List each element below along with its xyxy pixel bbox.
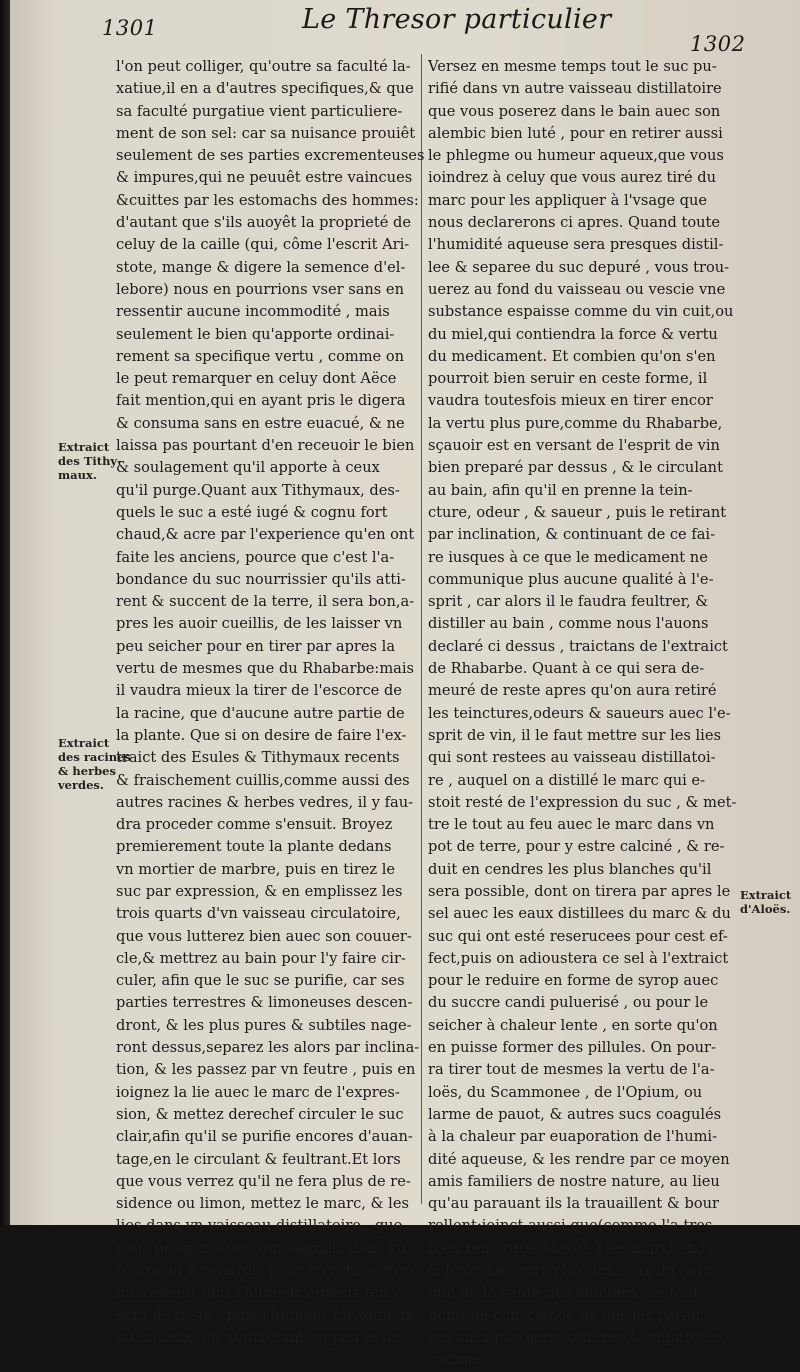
text-line: pourroit bien seruir en ceste forme, il [428,370,708,388]
text-line: cle,& mettrez au bain pour l'y faire cir- [116,949,406,967]
text-line: qui sont restees au vaisseau distillatoi- [428,749,716,767]
text-line: re , auquel on a distillé le marc qui e- [428,771,706,789]
text-line: tion, & les passez par vn feutre , puis en [116,1061,416,1079]
text-line: rifié dans vn autre vaisseau distillatoire [428,80,722,98]
text-line: ioindrez à celuy que vous aurez tiré du [428,169,717,187]
text-line: la plante. Que si on desire de faire l'ex- [116,726,407,744]
margin-note-line: Extraict [740,888,792,902]
text-line: lies dans vn vaisseau distillatoire , que [116,1217,403,1235]
text-line: la racine, que d'aucune autre partie de [116,704,405,722]
text-line: marc pour les appliquer à l'vsage que [428,191,708,209]
text-line: communique plus aucune qualité à l'e- [428,570,714,588]
text-line: que de la santé des hommes, ne font [428,1284,699,1302]
text-line: traict des Esules & Tithymaux recents [116,749,400,767]
text-line: sidence ou limon, mettez le marc, & les [116,1195,409,1213]
text-line: culer, afin que le suc se purifie, car ses [116,972,405,990]
text-line: ront dessus,separez les alors par inclina- [116,1039,420,1057]
text-line: du succre candi puluerisé , ou pour le [428,994,709,1012]
text-line: sel auec les eaux distillees du marc & du [428,905,731,923]
text-line: seulement le bien qu'apporte ordinai- [116,325,395,343]
text-line: d'autant que s'ils auoyêt la proprieté de [116,214,412,232]
text-line: duit en cendres les plus blanches qu'il [428,860,712,878]
text-line: xatiue,il en a d'autres specifiques,& que [116,80,414,98]
text-line: re iusques à ce que le medicament ne [428,548,708,566]
text-line: uerez au fond du vaisseau ou vescie vne [428,280,726,298]
text-line: dra proceder comme s'ensuit. Broyez [116,816,393,834]
text-line: comme [428,1351,482,1369]
text-line: l'on peut colliger, qu'outre sa faculté la- [116,58,411,75]
text-line: stote, mange & digere la semence d'el- [116,258,406,276]
text-line: pour le reduire en forme de syrop auec [428,972,719,990]
text-line: & impures,qui ne peuuêt estre vaincues [116,169,413,187]
text-line: tage,en le circulant & feultrant.Et lors [116,1150,401,1168]
text-line: bien remarqué Mesué ) les marchands [428,1239,714,1257]
text-line: tre le tout au feu auec le marc dans vn [428,816,715,834]
text-line: amis familiers de nostre nature, au lieu [428,1172,720,1190]
text-line: l'humidité aqueuse sera presques distil- [428,236,724,254]
text-line: nous declarerons ci apres. Quand toute [428,214,721,232]
text-line: Versez en mesme temps tout le suc pu- [428,58,717,75]
text-line: qu'au parauant ils la trauaillent & bour [428,1195,719,1213]
margin-note-line: Extraict [58,440,110,454]
text-line: chaud,& acre par l'experience qu'en ont [116,526,415,544]
text-line: la vertu plus pure,comme du Rhabarbe, [428,414,723,432]
text-line: autres racines & herbes vedres, il y fau- [116,793,414,811]
text-line: clair,afin qu'il se purifie encores d'auan- [116,1128,413,1146]
text-line: celuy de la caille (qui, côme l'escrit Ari- [116,236,410,254]
text-line: sion, & mettez derechef circuler le suc [116,1105,404,1123]
text-line: suc par expression, & en emplissez les [116,882,403,900]
text-line: trois quarts d'vn vaisseau circulatoire, [116,905,401,923]
text-line: vn mortier de marbre, puis en tirez le [116,860,396,878]
text-line: pot de terre, pour y estre calciné , & re- [428,838,725,856]
book-page [10,0,800,1369]
text-line: ou huileux, en augmêtant vn peu le feu. [116,1328,410,1346]
text-line: substance espaisse comme du vin cuit,ou [428,303,734,321]
text-line: &cuittes par les estomachs des hommes: [116,191,419,209]
binding-gutter [0,0,10,1225]
text-line: au bain, afin qu'il en prenne la tein- [428,481,693,499]
margin-note-aloes [740,888,791,916]
text-line: rent & succent de la terre, il sera bon,a- [116,593,415,611]
running-title: Le Thresor particulier [302,4,612,35]
text-line: bondance du suc nourrissier qu'ils atti- [116,570,406,588]
text-line: distiller au bain , comme nous l'auons [428,615,709,633]
text-line: ment de son sel: car sa nuisance prouiêt [116,124,416,142]
text-line: sçauoir est en versant de l'esprit de vin [428,437,720,455]
text-line: du medicament. Et combien qu'on s'en [428,347,716,365]
text-line: que vous poserez dans le bain auec son [428,102,721,120]
text-line: bien preparé par dessus , & le circulant [428,459,723,477]
text-line: vous poserez auec son alembic dans vn [116,1239,407,1257]
margin-note-line: & herbes [58,764,116,778]
text-line: suc qui ont esté reserucees pour cest ef- [428,927,728,945]
text-line: à la chaleur par euaporation de l'humi- [428,1128,718,1146]
page-number-left: 1301 [102,16,158,40]
text-line: de Rhabarbe. Quant à ce qui sera de- [428,660,705,678]
margin-note-tithymaux [58,440,122,482]
text-line: loës, du Scammonee , de l'Opium, ou [428,1083,703,1101]
text-line: il vaudra mieux la tirer de l'escorce de [116,682,402,700]
text-line: fect,puis on adioustera ce sel à l'extraict [428,949,729,967]
text-line: declaré ci dessus , traictans de l'extraict [428,637,728,655]
text-line: & leurs facteurs plus desireux du gain, [428,1262,717,1280]
text-line: seicher à chaleur lente , en sorte qu'on [428,1016,718,1034]
text-line: cture, odeur , & saueur , puis le retirant [428,503,727,521]
text-line: sprit de vin, il le faut mettre sur les lies [428,726,721,744]
text-line: rellent:ioinct aussi,que(comme l'a tres- [428,1217,718,1235]
margin-note-line: d'Aloës. [740,902,791,916]
text-line: sprit , car alors il le faudra feultrer, & [428,593,709,611]
page-header [10,0,800,56]
text-column-left [116,56,436,1349]
text-line: lee & separee du suc depuré , vous trou- [428,258,730,276]
text-line: ces sucs plusieurs ordures,& impuretés, [428,1328,727,1346]
text-line: larme de pauot, & autres sucs coagulés [428,1105,722,1123]
text-line: fourneau à cendres, pour en retirer pre- [116,1262,414,1280]
page-number-right: 1302 [690,32,746,56]
text-line: peu seicher pour en tirer par apres la [116,637,396,655]
margin-note-line: maux. [58,468,97,482]
margin-note-line: verdes. [58,778,104,792]
text-line: pres les auoir cueillis, de les laisser vn [116,615,403,633]
text-line: que vous lutterez bien auec son couuer- [116,927,412,945]
text-line: que vous verrez qu'il ne fera plus de re- [116,1172,411,1190]
text-line: quels le suc a esté iugé & cognu fort [116,503,388,521]
text-line: en puisse former des pillules. On pour- [428,1039,716,1057]
text-line: les teinctures,odeurs & saueurs auec l'e- [428,704,731,722]
text-line: premierement toute la plante dedans [116,838,392,856]
margin-note-line: des racines [58,750,131,764]
margin-note-line: des Tithy- [58,454,122,468]
text-line: alembic bien luté , pour en retirer aussi [428,124,723,142]
text-line: stoit resté de l'expression du suc , & met- [428,793,737,811]
text-line: laissa pas pourtant d'en receuoir le bien [116,437,415,455]
text-line: le phlegme ou humeur aqueux,que vous [428,147,724,165]
text-line: sera possible, dont on tirera par apres le [428,882,731,900]
text-line: qu'il purge.Quant aux Tithymaux, des- [116,481,400,499]
text-line: ioignez la lie auec le marc de l'expres- [116,1083,400,1101]
text-line: ra tirer tout de mesmes la vertu de l'a- [428,1061,715,1079]
text-line: le peut remarquer en celuy dont Aëce [116,370,397,388]
text-line: faite les anciens, pource que c'est l'a- [116,548,395,566]
text-line: meuré de reste apres qu'on aura retiré [428,682,717,700]
text-line: point de conscience de mesler parmi [428,1306,701,1324]
text-line: dité aqueuse, & les rendre par ce moyen [428,1150,730,1168]
text-line: ressentir aucune incommodité , mais [116,303,390,321]
text-line: vaudra toutesfois mieux en tirer encor [428,392,713,410]
text-line: lebore) nous en pourrions vser sans en [116,280,404,298]
text-line: dront, & les plus pures & subtiles nage- [116,1016,412,1034]
text-line: & consuma sans en estre euacué, & ne [116,414,405,432]
text-line: mierement tout l'humeur aqueux qui y [116,1284,402,1302]
text-line: seulement de ses parties excrementeuses [116,147,425,165]
text-line: vertu de mesmes que du Rhabarbe:mais [116,660,415,678]
text-line: sa faculté purgatiue vient particuliere- [116,102,403,120]
text-line: parties terrestres & limoneuses descen- [116,994,413,1012]
text-line: & fraischement cuillis,comme aussi des [116,771,410,789]
margin-note-line: Extraict [58,736,110,750]
text-column-right [428,56,737,1372]
text-line: par inclination, & continuant de ce fai- [428,526,716,544]
text-line: rement sa specifique vertu , comme on [116,347,405,365]
text-line: du miel,qui contiendra la force & vertu [428,325,718,343]
text-line: fait mention,qui en ayant pris le digera [116,392,406,410]
text-line: & soulagement qu'il apporte à ceux [116,459,380,477]
text-line: sera de reste , puis l'humeur oleagineux, [116,1306,419,1324]
